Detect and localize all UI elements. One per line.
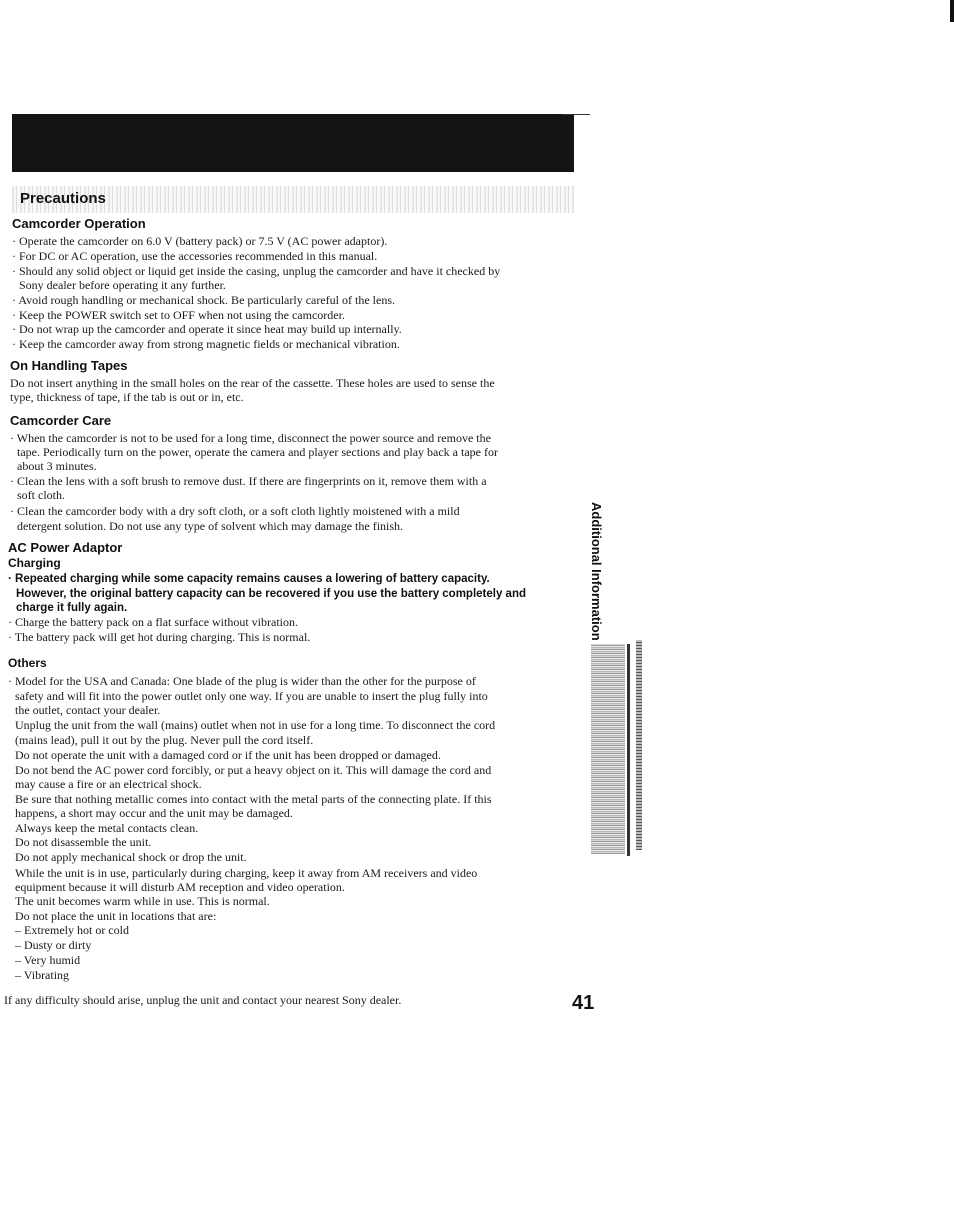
others-line: safety and will fit into the power outlet only one way. If you are unable to insert the plug fully into <box>15 689 488 703</box>
side-tab-marker <box>591 644 625 854</box>
others-line: – Extremely hot or cold <box>15 923 129 937</box>
page-title: Precautions <box>20 190 106 207</box>
others-line: (mains lead), pull it out by the plug. Never pull the cord itself. <box>15 733 314 747</box>
others-line: may cause a fire or an electrical shock. <box>15 777 202 791</box>
footer-note: If any difficulty should arise, unplug the unit and contact your nearest Sony dealer. <box>4 993 402 1007</box>
side-tab-edge <box>636 640 642 850</box>
heading-ac-power-adaptor: AC Power Adaptor <box>8 540 123 555</box>
operation-line: · Keep the camcorder away from strong magnetic fields or mechanical vibration. <box>12 337 400 351</box>
operation-line: Sony dealer before operating it any further. <box>19 278 226 292</box>
others-line: Unplug the unit from the wall (mains) outlet when not in use for a long time. To disconnect the cord <box>15 718 496 732</box>
care-line: · When the camcorder is not to be used for a long time, disconnect the power source and remove the <box>10 431 491 445</box>
operation-line: · Do not wrap up the camcorder and operate it since heat may build up internally. <box>12 322 402 336</box>
tapes-line: type, thickness of tape, if the tab is out or in, etc. <box>10 390 244 404</box>
operation-line: · Avoid rough handling or mechanical shock. Be particularly careful of the lens. <box>12 293 395 307</box>
care-line: soft cloth. <box>17 488 65 502</box>
header-band <box>12 114 574 172</box>
tapes-line: Do not insert anything in the small holes on the rear of the cassette. These holes are used to sense the <box>10 376 495 390</box>
others-line: – Vibrating <box>15 968 70 982</box>
header-rule <box>562 114 590 115</box>
page-number: 41 <box>572 992 595 1014</box>
side-label: Additional Information <box>589 502 604 641</box>
operation-line: · Operate the camcorder on 6.0 V (battery pack) or 7.5 V (AC power adaptor). <box>12 234 388 248</box>
heading-camcorder-operation: Camcorder Operation <box>12 216 146 231</box>
others-line: the outlet, contact your dealer. <box>15 703 161 717</box>
operation-line: · Keep the POWER switch set to OFF when not using the camcorder. <box>12 308 345 322</box>
care-line: · Clean the camcorder body with a dry soft cloth, or a soft cloth lightly moistened with a mild <box>10 504 460 518</box>
heading-others: Others <box>8 656 47 670</box>
others-line: Always keep the metal contacts clean. <box>15 821 199 835</box>
others-line: Do not operate the unit with a damaged cord or if the unit has been dropped or damaged. <box>15 748 441 762</box>
others-line: · Model for the USA and Canada: One blade of the plug is wider than the other for the purpose of <box>8 674 476 688</box>
subheading-charging: Charging <box>8 556 61 570</box>
operation-line: · Should any solid object or liquid get inside the casing, unplug the camcorder and have it checked by <box>12 264 501 278</box>
operation-line: · For DC or AC operation, use the accessories recommended in this manual. <box>12 249 378 263</box>
charging-warning-line: charge it fully again. <box>16 602 128 614</box>
others-line: Do not disassemble the unit. <box>15 835 152 849</box>
care-line: tape. Periodically turn on the power, operate the camera and player sections and play back a tape for <box>17 445 498 459</box>
others-line: – Dusty or dirty <box>15 938 92 952</box>
others-line: The unit becomes warm while in use. This is normal. <box>15 894 270 908</box>
others-line: Be sure that nothing metallic comes into contact with the metal parts of the connecting plate. If this <box>15 792 492 806</box>
others-line: Do not bend the AC power cord forcibly, or put a heavy object on it. This will damage the cord and <box>15 763 492 777</box>
others-line: equipment because it will disturb AM reception and video operation. <box>15 880 345 894</box>
others-line: Do not apply mechanical shock or drop the unit. <box>15 850 247 864</box>
others-line: While the unit is in use, particularly during charging, keep it away from AM receivers and video <box>15 866 478 880</box>
care-line: detergent solution. Do not use any type of solvent which may damage the finish. <box>17 519 404 533</box>
others-line: – Very humid <box>15 953 81 967</box>
care-line: · Clean the lens with a soft brush to remove dust. If there are fingerprints on it, remove them with a <box>10 474 487 488</box>
side-tab-edge <box>627 644 630 856</box>
heading-handling-tapes: On Handling Tapes <box>10 358 128 373</box>
charging-line: · The battery pack will get hot during charging. This is normal. <box>8 630 311 644</box>
others-line: Do not place the unit in locations that are: <box>15 909 217 923</box>
charging-line: · Charge the battery pack on a flat surface without vibration. <box>8 615 299 629</box>
care-line: about 3 minutes. <box>17 459 97 473</box>
charging-warning-line: However, the original battery capacity can be recovered if you use the battery completely and <box>16 588 527 600</box>
edge-mark <box>950 0 954 22</box>
heading-camcorder-care: Camcorder Care <box>10 413 112 428</box>
others-line: happens, a short may occur and the unit may be damaged. <box>15 806 293 820</box>
charging-warning-line: · Repeated charging while some capacity remains causes a lowering of battery capacity. <box>8 573 490 585</box>
